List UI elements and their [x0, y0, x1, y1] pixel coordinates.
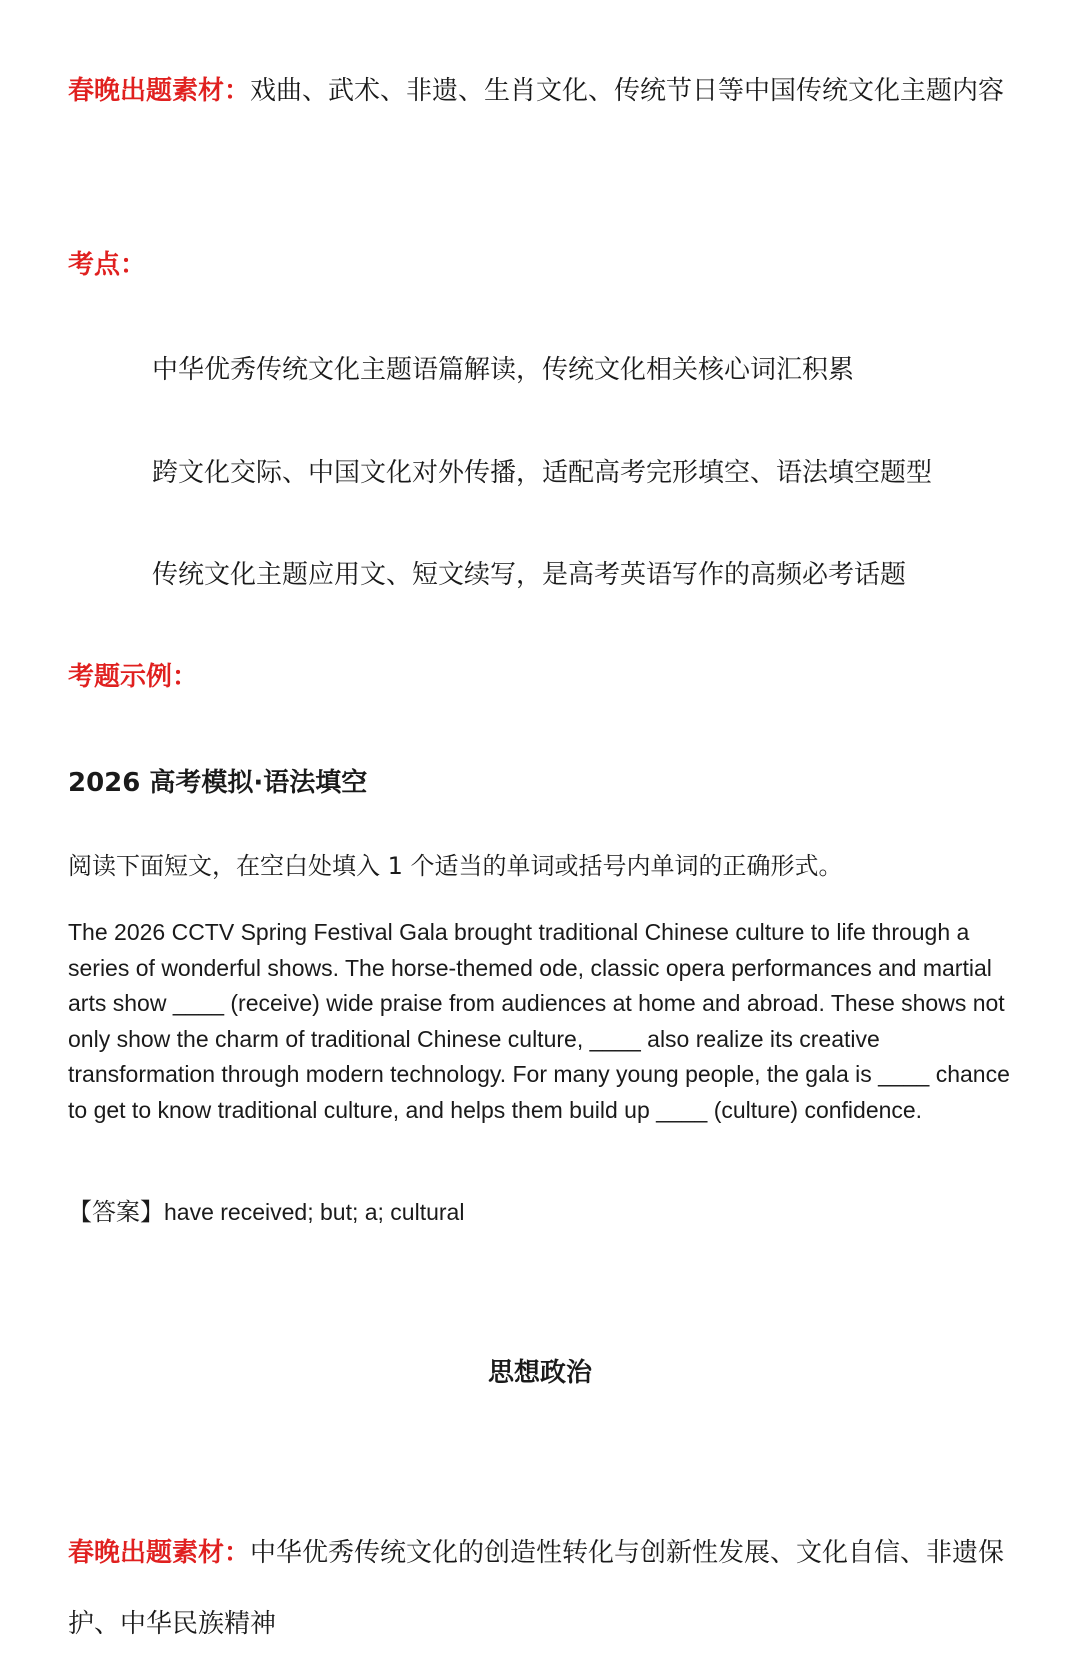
question-title: 2026 高考模拟·语法填空 — [68, 768, 368, 798]
exam-point-item: 中华优秀传统文化主题语篇解读，传统文化相关核心词汇积累 — [152, 355, 855, 385]
answer-text: have received; but; a; cultural — [164, 1199, 465, 1225]
question-passage: The 2026 CCTV Spring Festival Gala brought traditional Chinese culture to life through a series of wonderful shows. The horse-themed ode, classic opera performances and martial arts show ____ (receive) wide praise from audiences at home and abroad. These shows not only show the charm of traditional Chinese culture, ____ also realize its creative transformation through modern technology. For many young people, the gala is ____ chance to get to know traditional culture, and helps them build up ____ (culture) confidence. — [68, 919, 1010, 1123]
material-text: 戏曲、武术、非遗、生肖文化、传统节日等中国传统文化主题内容 — [250, 76, 1005, 106]
answer-bracket: 【答案】 — [68, 1198, 164, 1226]
examples-heading — [68, 642, 1018, 713]
material-label: 春晚出题素材： — [68, 1538, 251, 1568]
material-text: 中华优秀传统文化的创造性转化与创新性发展、文化自信、非遗保护、中华民族精神 — [68, 1538, 1005, 1639]
section-title-politics: 思想政治 — [487, 1358, 592, 1388]
exam-points-label: 考点： — [68, 250, 147, 280]
material-paragraph-politics — [68, 1518, 1018, 1660]
question-instruction: 阅读下面短文，在空白处填入 1 个适当的单词或括号内单词的正确形式。 — [68, 852, 843, 880]
material-label: 春晚出题素材： — [68, 76, 251, 106]
exam-points-heading — [68, 230, 1018, 301]
material-paragraph-english — [68, 56, 1018, 127]
examples-label: 考题示例： — [68, 662, 199, 692]
exam-point-item: 传统文化主题应用文、短文续写，是高考英语写作的高频必考话题 — [152, 560, 907, 590]
answer-line — [68, 1195, 464, 1229]
exam-point-item: 跨文化交际、中国文化对外传播，适配高考完形填空、语法填空题型 — [152, 458, 933, 488]
